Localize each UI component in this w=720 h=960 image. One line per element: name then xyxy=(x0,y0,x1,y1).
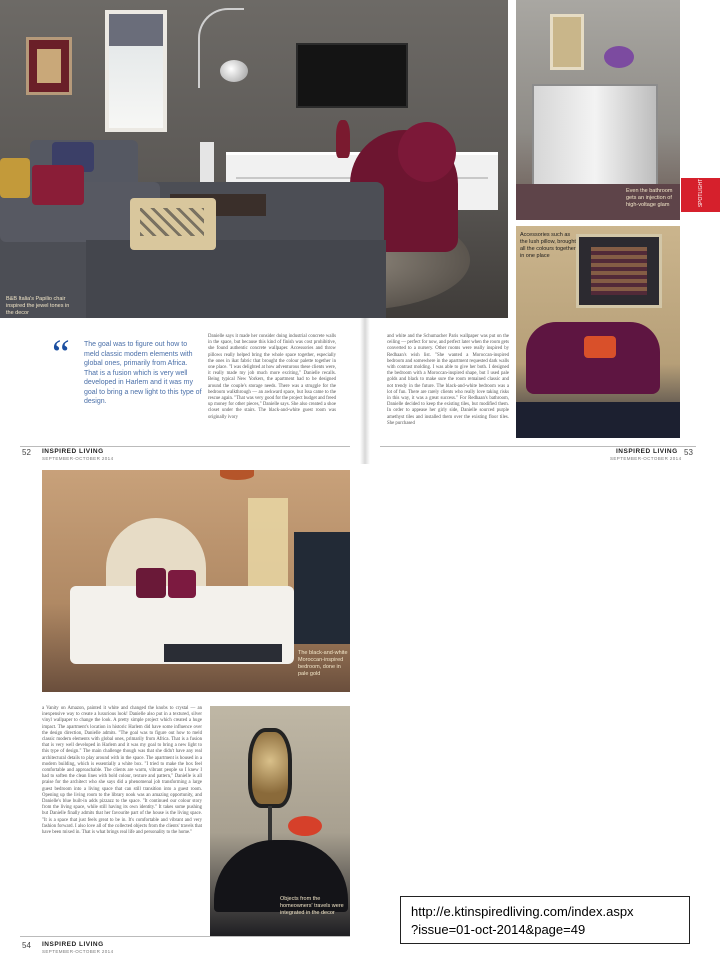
living-room-photo xyxy=(0,0,508,318)
folio-rule-left xyxy=(20,446,350,447)
bathroom-caption: Even the bathroom gets an injection of high-voltage glam xyxy=(626,188,673,208)
ikat-pillow xyxy=(130,198,216,250)
source-url-line-1: http://e.ktinspiredliving.com/index.aspx xyxy=(411,904,634,919)
roman-blind xyxy=(109,14,163,46)
african-mask-photo xyxy=(210,706,350,936)
source-url-box xyxy=(400,896,690,944)
issue-date: SEPTEMBER-OCTOBER 2014 xyxy=(610,456,682,461)
african-mask xyxy=(248,728,292,808)
red-vase xyxy=(336,120,350,158)
orange-cushion xyxy=(584,336,616,358)
magazine-title: INSPIRED LIVING xyxy=(616,448,678,455)
purple-flowers xyxy=(604,46,634,68)
settee-caption: Accessories such as the lush pillow, brought all the colours together in one place xyxy=(520,232,576,259)
floor xyxy=(516,402,680,438)
bedroom-photo xyxy=(42,470,350,692)
framed-mirror xyxy=(550,14,584,70)
red-flowers xyxy=(288,816,322,836)
mask-caption: Objects from the homeowners' travels were integrated in the decor xyxy=(280,896,344,916)
source-url-line-2: ?issue=01-oct-2014&page=49 xyxy=(411,922,586,937)
plum-pillow xyxy=(136,568,166,598)
bed-bench xyxy=(164,644,282,662)
folio-rule xyxy=(20,936,350,937)
page-number: 54 xyxy=(22,941,31,950)
plum-pillow xyxy=(168,570,196,598)
article-column-1: Danielle says it made her consider doing industrial concrete walls in the space, but because this kind of finish was cost prohibitive, she found authentic concrete wallpaper. Accessories and throw pillows really helped bring the whole space together, especially the ones in ikat fabric that brought the colour palette together in one place. "I was delighted at how adventurous these clients were, it really made my job much more exciting," Danielle recalls. Being typical New Yorkers, the apartment had to be designed around the couple's storage needs. There was a struggle for the bedroom walkthrough — an awkward space, but Issa came to the rescue again. "That was very good for the project budget and freed up money for other pieces," Danielle says. She also created a shoe closet under the stairs. The black-and-white guest room was originally ivory xyxy=(208,334,336,420)
mustard-pillow xyxy=(0,158,30,198)
framed-artwork xyxy=(26,37,72,95)
lamp-base xyxy=(200,142,214,184)
magazine-spread-52-53 xyxy=(0,0,720,464)
page-gutter xyxy=(360,318,370,464)
black-armoire xyxy=(294,532,350,644)
folio-rule-right xyxy=(380,446,696,447)
purple-settee xyxy=(526,322,660,394)
section-tab-label: SPOTLIGHT xyxy=(698,178,705,208)
magazine-title: INSPIRED LIVING xyxy=(42,448,104,455)
lamp-shade xyxy=(220,60,248,82)
settee-photo xyxy=(516,226,680,438)
sofa-seat xyxy=(86,240,386,318)
section-tab xyxy=(681,178,720,212)
magazine-page-54 xyxy=(0,466,380,960)
quote-mark-icon: “ xyxy=(52,331,70,376)
issue-date: SEPTEMBER-OCTOBER 2014 xyxy=(42,456,114,461)
page-number: 53 xyxy=(684,448,693,457)
article-column-3: a Vanity on Amazon, painted it white and changed the knobs to crystal — an inexpensive way to create a luxurious look! Danielle also put in a textured, silver vinyl wallpaper to change the look. A pretty simple project which created a huge impact. The apartment's location in historic Harlem did have some influence over the design direction, Danielle admits. "The goal was to figure out how to meld classic modern elements with global ones, primarily from Africa. That is a fusion that is very well developed in Harlem and it was my goal to bring a new light to this type of design." The main challenge though was that she didn't have any real architectural details to play around with in the space. The apartment is housed in a modern building, which is essentially a white box. "I tried to make the box feel comfortable and approachable. The clients are warm, vibrant people so I knew I had to soften the clean lines with bold colour, texture and pattern," Danielle is all praise for the architect who she says did a phenomenal job transforming a large guest bedroom into a living space that can still transition into a guest room. Opening up the living room to the library nook was an amazing opportunity, and Danielle's blue built-in adds pizzazz to the space. "It continued our colour story from the living space, while still having its own identity." It takes some pushing but Danielle finally admits that her favourite part of the house is the living space. "It is a space that just feels great to be in. It's comfortable and vibrant and very fashion forward. I also love all of the collected objects from the clients' travels that have been mixed in. That is what brings real life and personality to the home." xyxy=(42,706,202,836)
window xyxy=(105,10,167,132)
burgundy-pillow xyxy=(32,165,84,205)
page-number: 52 xyxy=(22,448,31,457)
framed-textile xyxy=(576,234,662,308)
mask-stand xyxy=(268,806,272,842)
wall-tv xyxy=(296,43,408,108)
pendant-lamp xyxy=(220,470,254,480)
living-room-caption: B&B Italia's Papilio chair inspired the jewel tones in the decor xyxy=(6,296,70,316)
bedroom-caption: The black-and-white Moroccan-inspired bedroom, done in pale gold xyxy=(298,650,348,677)
magazine-title: INSPIRED LIVING xyxy=(42,941,104,948)
pull-quote: The goal was to figure out how to meld classic modern elements with global ones, primarily from Africa. That is a fusion which is very well developed in Harlem and it was my goal to bring a new light to this type of design. xyxy=(84,341,202,405)
bathroom-vanity-photo xyxy=(516,0,680,220)
mirrored-dresser xyxy=(532,84,658,188)
article-column-2: and white and the Schumacher Paris wallpaper was put on the ceiling — perfect for now, and perfect later when the room gets converted to a nursery. Other rooms were really inspired by Redhaan's wish list. "She wanted a Moroccan-inspired bedroom and somewhere in the apartment requested dark walls with contrast molding. I was able to give her both. I designed the bedroom with a Moroccan-inspired shape, but I used pale golds and black to make sure the room remained classic and not trendy in the future. The black-and-white bedroom was a lot of fun. There are rarely clients who really love taking risks in this way, it was a great success." For Redhaan's bathroom, Danielle decided to keep the existing tiles, but modified them. In order to appease her girly side, Danielle sourced purple amethyst tiles and installed them over the existing floor tiles. She purchased xyxy=(387,334,509,426)
issue-date: SEPTEMBER-OCTOBER 2014 xyxy=(42,949,114,954)
